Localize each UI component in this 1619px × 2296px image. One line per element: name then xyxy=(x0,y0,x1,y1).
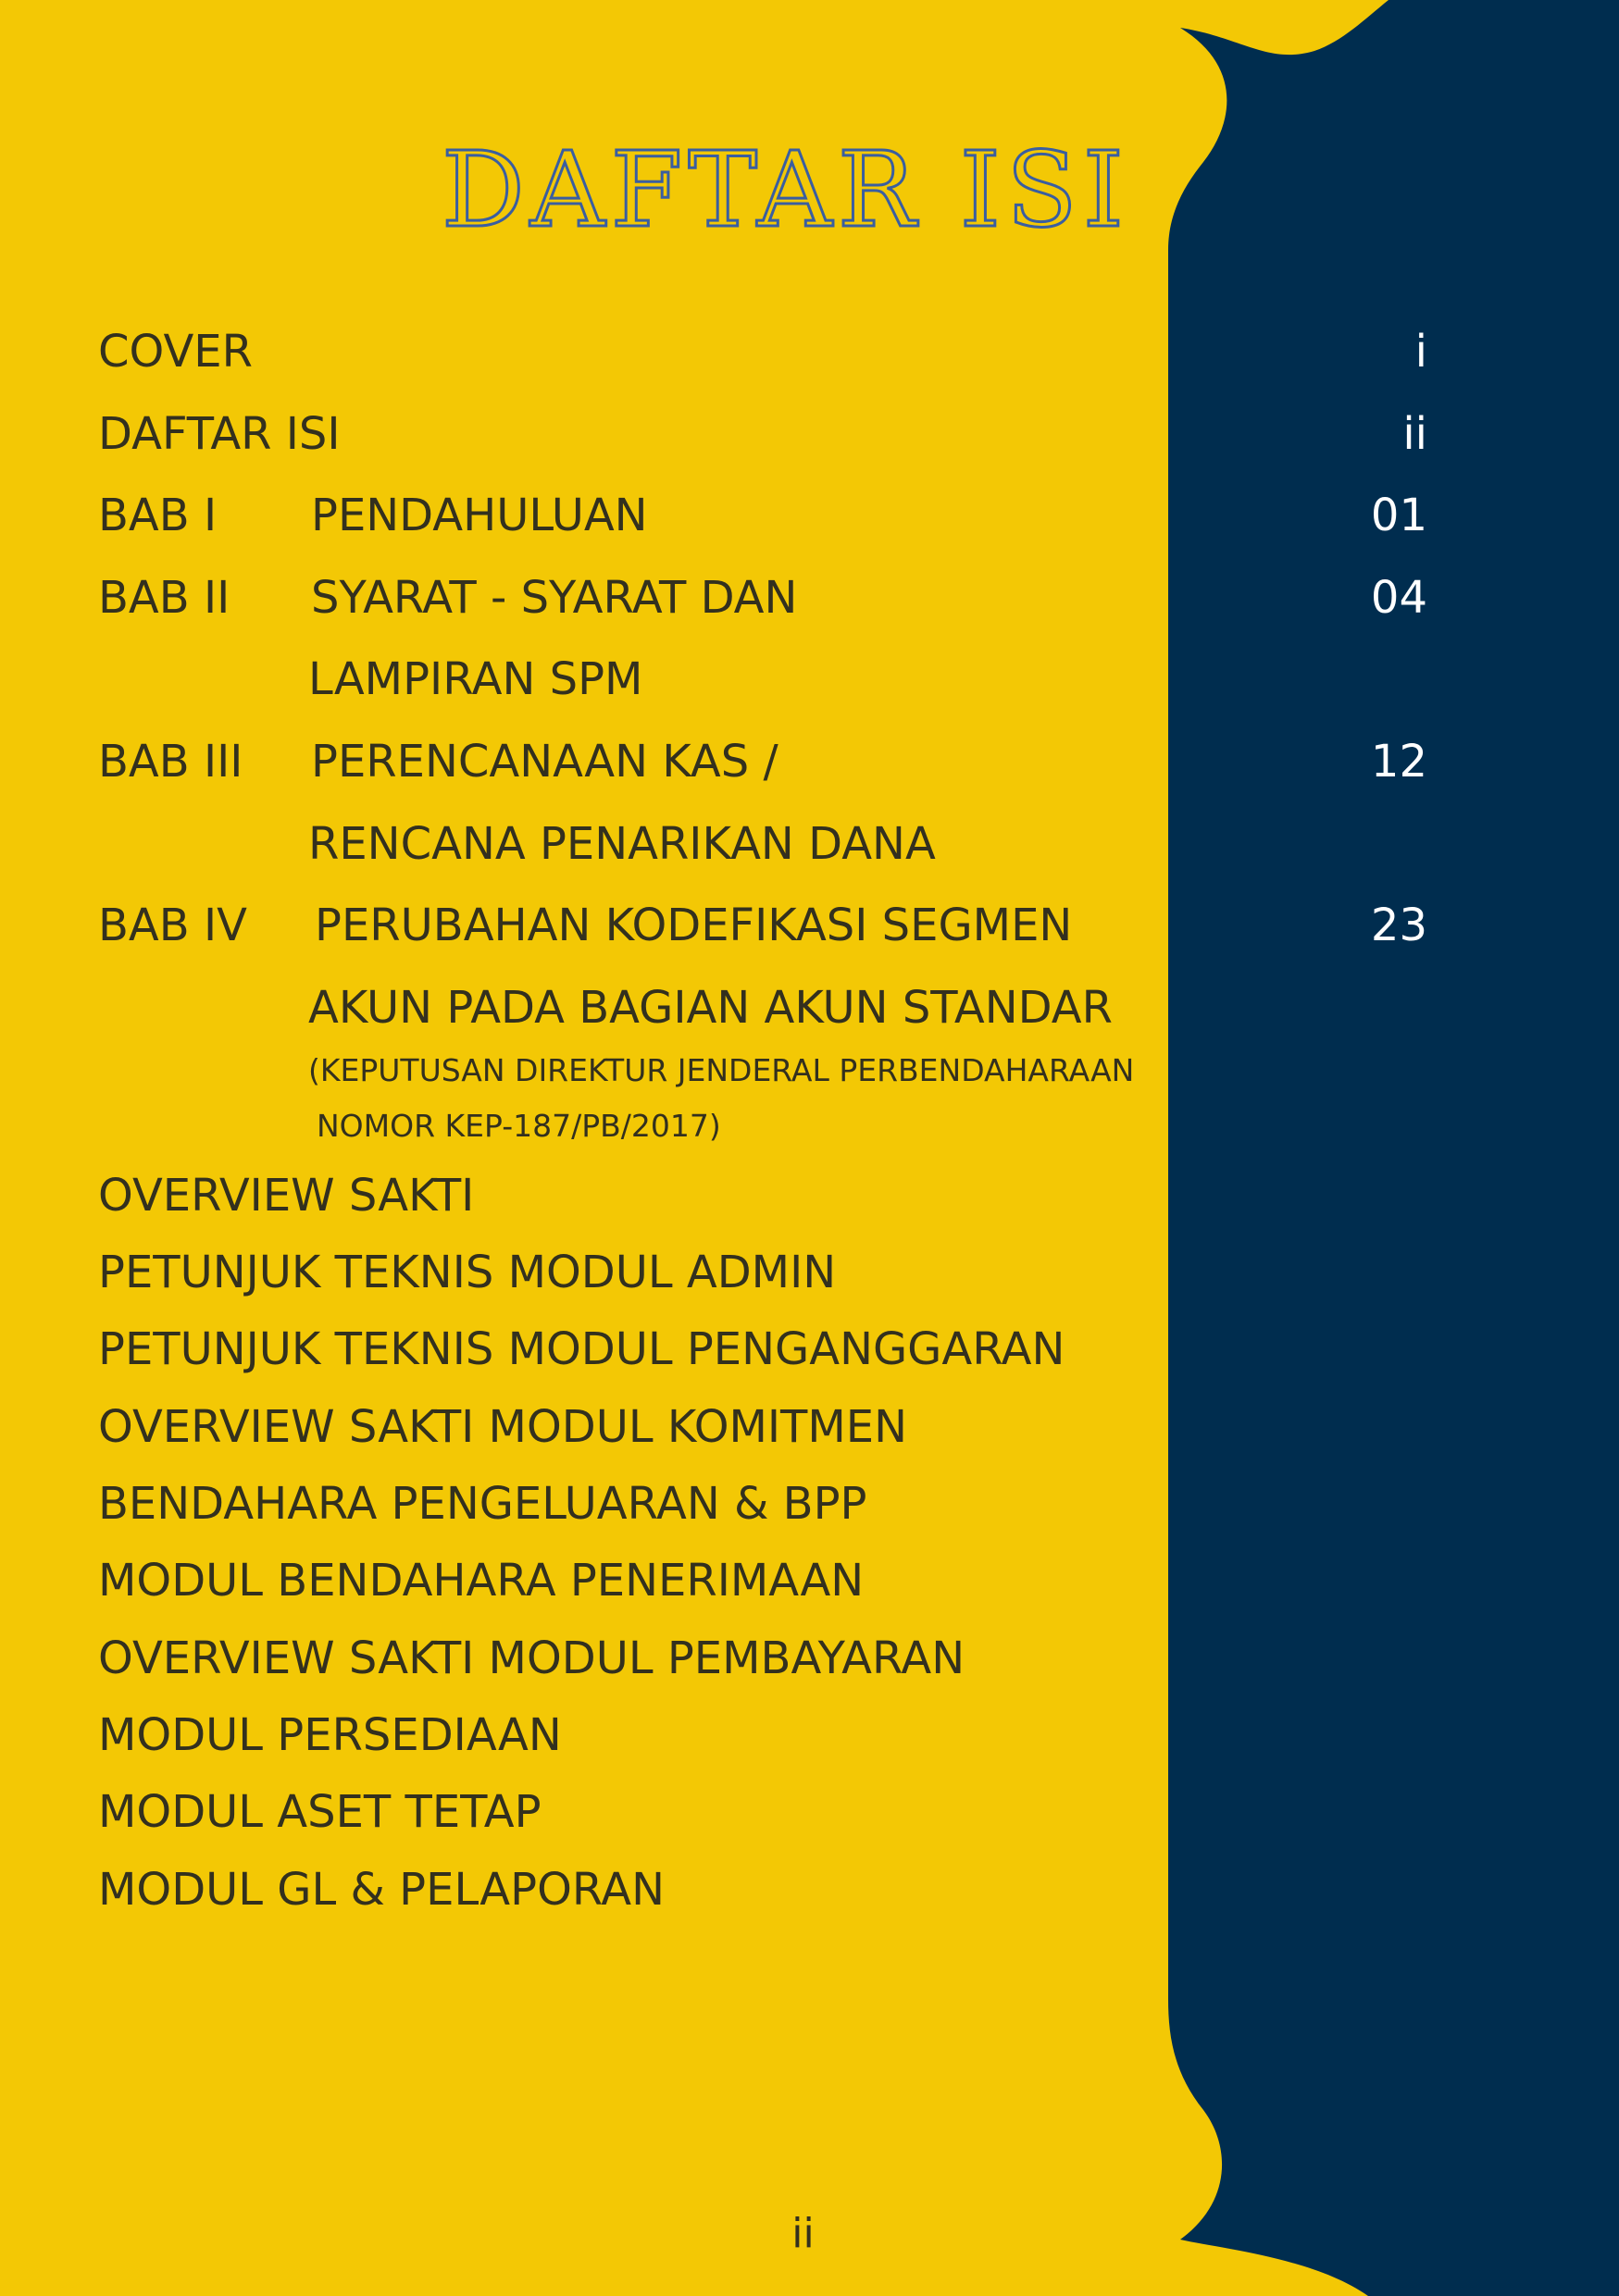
toc-item: MODUL PERSEDIAAN xyxy=(98,1709,562,1761)
toc-item: MODUL ASET TETAP xyxy=(98,1786,542,1838)
toc-item: MODUL GL & PELAPORAN xyxy=(98,1864,665,1916)
toc-label-bab1: BAB I xyxy=(98,490,218,541)
toc-title-bab3-line1: PERENCANAAN KAS / xyxy=(311,736,778,788)
toc-item: PETUNJUK TEKNIS MODUL PENGANGGARAN xyxy=(98,1323,1065,1375)
toc-title-bab3-line2: RENCANA PENARIKAN DANA xyxy=(308,818,936,870)
toc-label-bab3: BAB III xyxy=(98,736,243,788)
page-title: DAFTAR ISI xyxy=(442,130,1129,251)
toc-note-bab4-line1: (KEPUTUSAN DIREKTUR JENDERAL PERBENDAHARAAN xyxy=(308,1052,1135,1088)
toc-item: OVERVIEW SAKTI MODUL KOMITMEN xyxy=(98,1401,908,1453)
toc-page-bab1: 01 xyxy=(1370,490,1427,541)
toc-page-bab2: 04 xyxy=(1370,572,1427,624)
toc-page-cover: i xyxy=(1414,326,1427,378)
toc-title-bab1: PENDAHULUAN xyxy=(311,490,648,541)
footer-page-number: ii xyxy=(791,2210,815,2257)
toc-title-bab2-line1: SYARAT - SYARAT DAN xyxy=(311,572,798,624)
toc-page-bab3: 12 xyxy=(1370,736,1427,788)
toc-item: OVERVIEW SAKTI MODUL PEMBAYARAN xyxy=(98,1632,965,1684)
toc-title-bab4-line1: PERUBAHAN KODEFIKASI SEGMEN xyxy=(315,900,1073,951)
toc-label-bab2: BAB II xyxy=(98,572,230,624)
toc-item: OVERVIEW SAKTI xyxy=(98,1170,475,1222)
toc-title-bab2-line2: LAMPIRAN SPM xyxy=(308,653,643,705)
toc-item: PETUNJUK TEKNIS MODUL ADMIN xyxy=(98,1247,837,1298)
toc-page-bab4: 23 xyxy=(1370,900,1427,951)
toc-title-bab4-line2: AKUN PADA BAGIAN AKUN STANDAR xyxy=(308,982,1113,1034)
toc-page-daftar-isi: ii xyxy=(1402,408,1427,460)
toc-item: MODUL BENDAHARA PENERIMAAN xyxy=(98,1555,865,1607)
toc-label-bab4: BAB IV xyxy=(98,900,247,951)
toc-item: BENDAHARA PENGELUARAN & BPP xyxy=(98,1478,867,1530)
navy-wave-panel xyxy=(1168,0,1619,2296)
toc-note-bab4-line2: NOMOR KEP-187/PB/2017) xyxy=(317,1108,721,1144)
toc-item-daftar-isi: DAFTAR ISI xyxy=(98,408,341,460)
toc-item-cover: COVER xyxy=(98,326,253,378)
